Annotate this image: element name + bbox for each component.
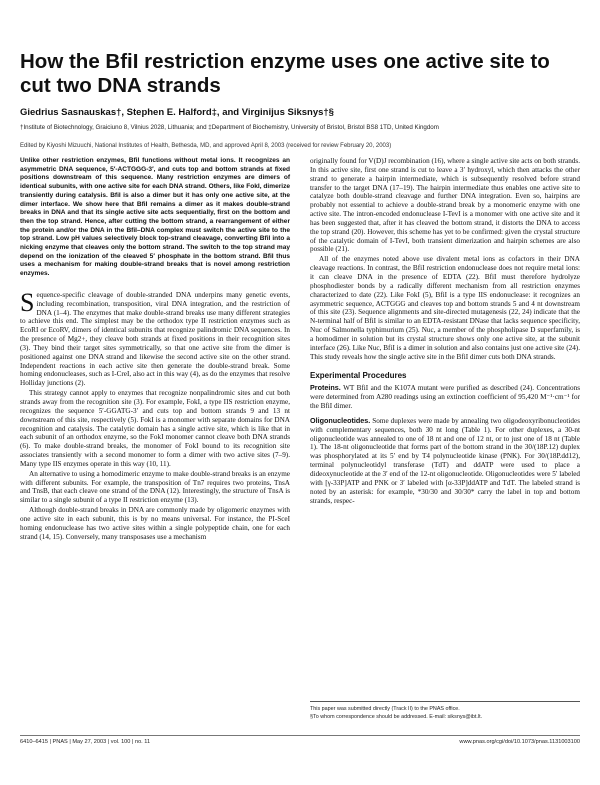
intro-paragraph-4: Although double-strand breaks in DNA are commonly made by oligomeric enzymes with one active site in each subunit, this is by no means universal. For instance, the PI-SceI homing endonuclease has two active sites within a single polypeptide chain, one for each strand (14, 15). Conversely, many transposases use a mechanism xyxy=(20,506,290,541)
methods-oligonucleotides-paragraph xyxy=(310,417,580,505)
oligonucleotides-runin-heading: Oligonucleotides. xyxy=(310,415,371,425)
footnote-submission: This paper was submitted directly (Track II) to the PNAS office. xyxy=(310,706,460,712)
edited-by-line: Edited by Kiyoshi Mizuuchi, National Institutes of Health, Bethesda, MD, and approved April 8, 2003 (received for review February 20, 2003) xyxy=(20,143,392,149)
paper-title: How the BfiI restriction enzyme uses one active site to cut two DNA strands xyxy=(20,50,550,97)
footer-citation: 6410–6415 | PNAS | May 27, 2003 | vol. 100 | no. 11 xyxy=(20,739,151,745)
page-footer xyxy=(20,739,580,745)
intro-paragraph-1 xyxy=(20,287,290,388)
footer-divider xyxy=(20,735,580,736)
abstract: Unlike other restriction enzymes, BfiI functions without metal ions. It recognizes an asymmetric DNA sequence, 5′-ACTGGG-3′, and cuts top and bottom strands at fixed positions downstream of this sequence. Many restriction enzymes are dimers of identical subunits, with one active site for each DNA strand. Others, like FokI, dimerize transiently during catalysis. BfiI is also a dimer but it has only one active site, at the dimer interface. We show here that BfiI remains a dimer as it makes double-strand breaks in DNA and that its single active site acts sequentially, first on the bottom and then the top strand. Hence, after cutting the bottom strand, a rearrangement of either the protein and/or the DNA in the BfiI–DNA complex must switch the active site to the top strand. Low pH values selectively block top-strand cleavage, converting BfiI into a nicking enzyme that cleaves only the bottom strand. The switch to the top strand may depend on the ionization of the cleaved 5′ phosphate in the bottom strand. BfiI thus uses a mechanism for making double-strand breaks that is novel among restriction enzymes. xyxy=(20,157,290,278)
right-column xyxy=(310,157,580,506)
footer-doi-link[interactable]: www.pnas.org/cgi/doi/10.1073/pnas.1131003100 xyxy=(459,739,580,745)
intro-paragraph-6: All of the enzymes noted above use divalent metal ions as cofactors in their DNA cleavage reactions. In contrast, the BfiI restriction endonuclease does not require metal ions: it can cleave DNA in the presence of EDTA (22). BfiI must therefore hydrolyze phosphodiester bonds by a radically different mechanism from all restriction enzymes characterized to date (22). Like FokI (5), BfiI is a type IIS endonuclease: it recognizes an asymmetric sequence, ACTGGG and cleaves top and bottom strands 5 and 4 nt downstream of this site (23). Sequence alignments and site-directed mutagenesis (22, 24) indicate that the N-terminal half of BfiI is similar to an EDTA-resistant DNase that lacks sequence specificity, Nuc of Salmonella typhimurium (25). Nuc, a member of the phospholipase D superfamily, is a homodimer in solution but its crystal structure shows only one active site, at the subunit interface (26). Like Nuc, BfiI is a dimer in solution and also contains just one active site (24). This study reveals how the single active site in the BfiI dimer cuts both DNA strands. xyxy=(310,255,580,361)
affiliations: †Institute of Biotechnology, Graiciuno 8, Vilnius 2028, Lithuania; and ‡Department of Biochemistry, University of Bristol, Bristol BS8 1TD, United Kingdom xyxy=(20,124,439,131)
proteins-runin-heading: Proteins. xyxy=(310,383,341,393)
drop-cap: S xyxy=(20,287,35,317)
proteins-text: WT BfiI and the K107A mutant were purified as described (24). Concentrations were determined from A280 readings using an extinction coefficient of 95,420 M⁻¹·cm⁻¹ for the BfiI dimer. xyxy=(310,384,580,411)
intro-paragraph-5: originally found for V(D)J recombination (16), where a single active site acts on both strands. In this active site, first one strand is cut to leave a 3′ hydroxyl, which then attacks the other strand to generate a hairpin intermediate, which is subsequently resolved before strand transfer to the target DNA (17–19). The hairpin intermediate thus enables one active site to catalyze both double-strand cleavage and further DNA integration. Even so, hairpins are probably not essential to achieve a double-strand break by a monomeric enzyme with one active site. The intron-encoded endonuclease I-TevI is a monomer with one active site and it has been suggested that, after it has cleaved the bottom strand, it distorts the DNA to access the top strand (20). However, this scheme has yet to be confirmed: given the crystal structure of the catalytic domain of I-TevI, both transient dimerization and hairpin schemes are also possible (21). xyxy=(310,157,580,254)
footnote-correspondence: §To whom correspondence should be addressed. E-mail: siksnys@ibt.lt. xyxy=(310,714,483,720)
intro-paragraph-2: This strategy cannot apply to enzymes that recognize nonpalindromic sites and cut both strands away from the recognition site (3). For example, FokI, a type IIS restriction enzyme, recognizes the sequence 5′-GGATG-3′ and cuts top and bottom strands 9 and 13 nt downstream of this site, respectively (5). FokI is a monomer with separate domains for DNA recognition and catalysis. The catalytic domain has a single active site, which is like that in each subunit of an orthodox enzyme, so the FokI monomer cannot cleave both DNA strands (6). To make double-strand breaks, the monomer of FokI bound to its recognition site associates transiently with a second monomer to form a dimer with two active sites (7–9). Many type IIS enzymes operate in this way (10, 11). xyxy=(20,389,290,468)
methods-proteins-paragraph xyxy=(310,384,580,411)
intro-paragraph-3: An alternative to using a homodimeric enzyme to make double-strand breaks is an enzyme with different subunits. For example, the transposition of Tn7 requires two proteins, TnsA and TnsB, that each cleave one strand of the DNA (12). Interestingly, the structure of TnsA is similar to a single subunit of a type II restriction enzyme (13). xyxy=(20,469,290,505)
oligonucleotides-text: Some duplexes were made by annealing two oligodeoxyribonucleotides with complementary sequences, both 30 nt long (Table 1). For other duplexes, a 30-nt oligonucleotide was annealed to one of 18 nt and one of 12 nt, or to just one of 18 nt (Table 1). The 18-nt oligonucleotide that forms part of the bottom strand in the 30/(18P.12) duplex was phosphorylated at its 5′ end by T4 polynucleotide kinase (PNK). For 30/(18P.dd12), terminal polynucleotidyl transferase (TdT) and ddATP were used to place a dideoxynucleotide at the 3′ end of the 12-nt oligonucleotide. Oligonucleotides were 5′ labeled with [γ-33P]ATP and PNK or 3′ labeled with [α-33P]ddATP and TdT. The labeled strand is noted by an asterisk: for example, *30/30 and 30/30* carry the label in top and bottom strands, respec- xyxy=(310,416,580,505)
author-list: Giedrius Sasnauskas†, Stephen E. Halford‡, and Virginijus Siksnys†§ xyxy=(20,107,334,118)
left-column xyxy=(20,157,290,542)
intro-paragraph-1-text: equence-specific cleavage of double-stranded DNA underpins many genetic events, including recombination, transposition, viral DNA integration, and the restriction of DNA (1–4). The enzymes that make double-strand breaks use many different strategies to achieve this end. The simplest may be the orthodox type II restriction enzymes such as EcoRI or EcoRV, dimers of identical subunits that recognize palindromic DNA sequences. In the presence of Mg2+, they cleave both strands at fixed positions in their recognition sites (3). They bind their target sites symmetrically, so that one active site from the dimer is positioned against one DNA strand and likewise the second active site on the other strand. Independent reactions in each active site then generate the double-strand break. Some homing endonucleases, such as I-CreI, also act in this way (4), as do the enzymes that resolve Holliday junctions (2). xyxy=(20,290,290,388)
section-heading-methods: Experimental Procedures xyxy=(310,371,407,381)
footnotes xyxy=(310,701,580,721)
